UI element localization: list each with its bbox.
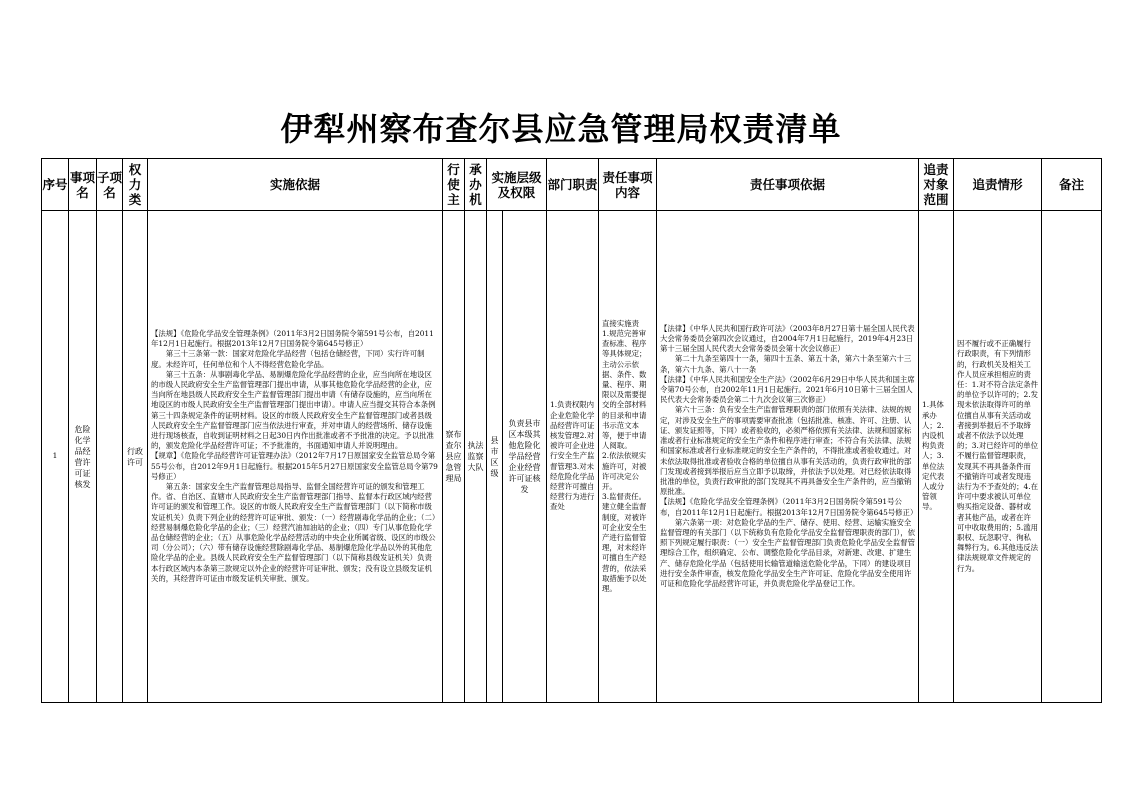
- resp-basis-paragraph: 第六条第一项：对危险化学品的生产、储存、使用、经营、运输实施安全监督管理的有关部门（以下统称负有危险化学品安全监督管理职责的部门），依照下列规定履行职责：（一）安全生产监督管理部门负责危险化学品安全监督管理综合工作，组织确定、公布、调整危险化学品目录，对新建、改建、扩建生产、储存危险化学品（包括使用长输管道输送危险化学品，下同）的建设项目进行安全条件审查，核发危险化学品安全生产许可证、危险化学品安全使用许可证和危险化学品经营许可证，并负责危险化学品登记工作。: [660, 517, 915, 588]
- basis-paragraph: 第三十五条：从事剧毒化学品、易制爆危险化学品经营的企业，应当向所在地设区的市级人民政府安全生产监督管理部门提出申请，从事其他危险化学品经营的企业，应当向所在地县级人民政府安全生产监督管理部门提出申请（有储存设施的，应当向所在地设区的市级人民政府安全生产监督管理部门提出申请）。申请人应当提交其符合本条例第三十四条规定条件的证明材料。设区的市级人民政府安全生产监督管理部门或者县级人民政府安全生产监督管理部门应当依法进行审查，并对申请人的经营场所、储存设施进行现场核查，自收到证明材料之日起30日内作出批准或者不予批准的决定。予以批准的，颁发危险化学品经营许可证；不予批准的，书面通知申请人并说明理由。: [151, 369, 436, 451]
- responsibility-table: [41, 158, 1102, 703]
- resp-basis-paragraph: 第二十九条至第四十一条，第四十五条、第五十条，第六十条至第六十三条，第六十九条、第八十一条: [660, 354, 912, 374]
- header-resp-basis: 责任事项依据: [657, 159, 919, 211]
- resp-basis-paragraph: 第六十三条：负有安全生产监督管理职责的部门依照有关法律、法规的规定，对涉及安全生产的事项需要审查批准（包括批准、核准、许可、注册、认证、颁发证照等，下同）或者验收的，必须严格依照有关法律、法规和国家标准或者行业标准规定的安全生产条件和程序进行审查；不符合有关法律、法规和国家标准或者行业标准规定的安全生产条件的，不得批准或者验收通过。对未依法取得批准或者验收合格的单位擅自从事有关活动的，负责行政审批的部门发现或者接到举报后应当立即予以取缔，并依法予以处理。对已经依法取得批准的单位，负责行政审批的部门发现其不再具备安全生产条件的，应当撤销原批准。: [660, 405, 912, 497]
- cell-basis: [148, 211, 443, 703]
- resp-content-paragraph: 直接实施责: [602, 318, 639, 328]
- cell-actor: 察布查尔县应急管理局: [443, 211, 465, 703]
- header-note: 备注: [1042, 159, 1102, 211]
- resp-basis-paragraph: 【法律】《中华人民共和国安全生产法》（2002年6月29日中华人民共和国主席令第70号公布，自2002年11月1日起施行。2021年6月10日第十三届全国人民代表大会常务委员会第二十九次会议第三次修正）: [660, 374, 915, 405]
- page-title: 伊犁州察布查尔县应急管理局权责清单: [280, 110, 842, 148]
- resp-content-paragraph: 1.规范完善审查标准、程序等具体规定；主动公示依据、条件、数量、程序、期限以及需要提交的全部材料的目录和申请书示范文本等，便于申请人阅取。: [602, 328, 647, 451]
- basis-paragraph: 【法规】《危险化学品安全管理条例》（2011年3月2日国务院令第591号公布，自2011年12月1日起施行。根据2013年12月7日国务院令第645号修正）: [151, 328, 434, 349]
- cell-sub-item: [97, 211, 123, 703]
- cell-seq: 1: [42, 211, 69, 703]
- cell-scope: 1.具体承办人；2.内设机构负责人；3.单位法定代表人或分管领导。: [919, 211, 954, 703]
- header-power-type: 权力类: [123, 159, 148, 211]
- header-dept-duty: 部门职责: [547, 159, 599, 211]
- header-level: 实施层级及权限: [487, 159, 547, 211]
- table-row: [42, 211, 1102, 703]
- header-row: [42, 159, 1102, 211]
- header-seq: 序号: [42, 159, 69, 211]
- header-situation: 追责情形: [954, 159, 1042, 211]
- basis-paragraph: 第五条：国家安全生产监督管理总局指导、监督全国经营许可证的颁发和管理工作。省、自治区、直辖市人民政府安全生产监督管理部门指导、监督本行政区域内经营许可证的颁发和管理工作。设区的市级人民政府安全生产监督管理部门（以下简称市级发证机关）负责下列企业的经营许可证审批、颁发：（一）经营剧毒化学品的企业；（二）经营易制爆危险化学品的企业；（三）经营汽油加油站的企业；（四）专门从事危险化学品仓储经营的企业；（五）从事危险化学品经营活动的中央企业所属省级、设区的市级公司（分公司）；（六）带有储存设施经营除剧毒化学品、易制爆危险化学品以外的其他危险化学品的企业。县级人民政府安全生产监督管理部门（以下简称县级发证机关）负责本行政区域内本条第三款规定以外企业的经营许可证审批、颁发；没有设立县级发证机关的，其经营许可证由市级发证机关审批、颁发。: [151, 482, 436, 583]
- cell-level-detail: 负责县市区本级其他危险化学品经营企业经营许可证核发: [503, 211, 547, 703]
- header-handler: 承办机: [465, 159, 487, 211]
- resp-content-paragraph: 3.监督责任。建立健全监督制度，对被许可企业安全生产进行监督管理，对未经许可擅自生产经营的，依法采取措施予以处理。: [602, 492, 647, 594]
- cell-handler: 执法监察大队: [465, 211, 487, 703]
- cell-power-type: 行政许可: [123, 211, 148, 703]
- header-sub-item: 子项名: [97, 159, 123, 211]
- cell-situation: 因不履行或不正确履行行政职责，有下列情形的，行政机关及相关工作人员应承担相应的责任：1.对不符合法定条件的单位予以许可的；2.发现未依法取得许可的单位擅自从事有关活动或者接到举报后不予取缔或者不依法予以处理的；3.对已经许可的单位不履行监督管理职责，发现其不再具备条件而不撤销许可或者发现违法行为不予查处的；4.在许可中要求被认可单位购买指定设备、器材或者其他产品，或者在许可中收取费用的；5.滥用职权、玩忽职守、徇私舞弊行为。6.其他违反法律法规规章文件规定的行为。: [954, 211, 1042, 703]
- header-basis: 实施依据: [148, 159, 443, 211]
- cell-level: 县市区级: [487, 211, 503, 703]
- resp-basis-paragraph: 【法律】《中华人民共和国行政许可法》（2003年8月27日第十届全国人民代表大会常务委员会第四次会议通过，自2004年7月1日起施行，2019年4月23日第十三届全国人民代表大会常务委员会第十次会议修正）: [660, 323, 915, 354]
- basis-paragraph: 第三十三条第一款：国家对危险化学品经营（包括仓储经营，下同）实行许可制度。未经许可，任何单位和个人不得经营危险化学品。: [151, 349, 425, 369]
- header-scope: 追责对象范围: [919, 159, 954, 211]
- cell-resp-content: [599, 211, 657, 703]
- cell-dept-duty: 1.负责权限内企业危险化学品经营许可证核发管理2.对被许可企业进行安全生产监督管理3.对未经危险化学品经营许可擅自经营行为进行查处: [547, 211, 599, 703]
- cell-resp-basis: [657, 211, 919, 703]
- resp-basis-paragraph: 【法规】《危险化学品安全管理条例》（2011年3月2日国务院令第591号公布，自2011年12月1日起施行。根据2013年12月7日国务院令第645号修正）: [660, 497, 918, 517]
- header-item: 事项名: [69, 159, 97, 211]
- resp-content-paragraph: 2.依法依规实施许可，对被许可决定公开。: [602, 451, 647, 491]
- basis-paragraph: 【规章】《危险化学品经营许可证管理办法》（2012年7月17日原国家安全监管总局令第55号公布，自2012年9月1日起施行。根据2015年5月27日原国家安全监管总局令第79号修正）: [151, 451, 438, 481]
- header-actor: 行使主: [443, 159, 465, 211]
- cell-note: [1042, 211, 1102, 703]
- header-resp-content: 责任事项内容: [599, 159, 657, 211]
- cell-item: 危险化学品经营许可证核发: [69, 211, 97, 703]
